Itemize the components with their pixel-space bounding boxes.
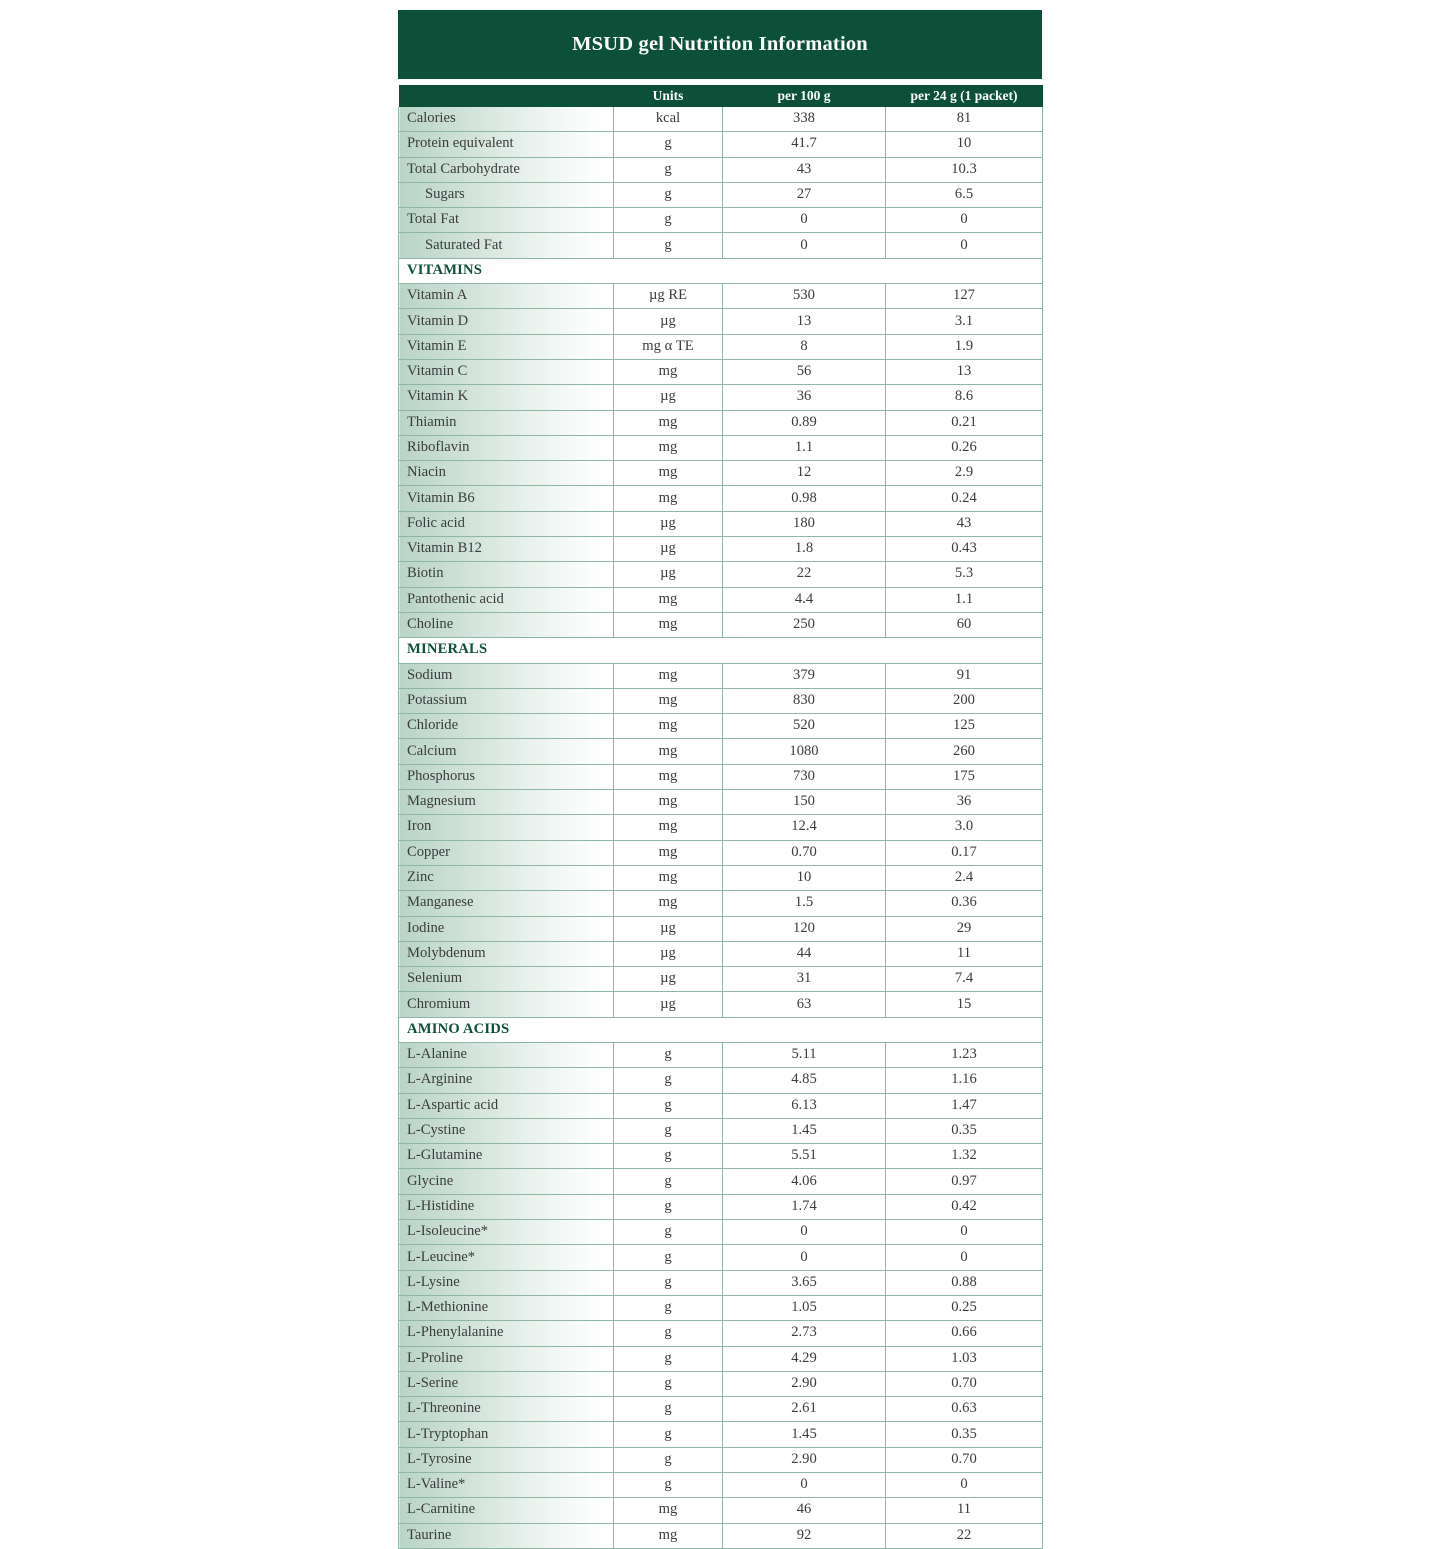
cell-units: g [614,1270,723,1295]
table-row [399,461,1043,486]
cell-nutrient-name: Glycine [399,1169,614,1194]
cell-units: mg [614,865,723,890]
cell-per-100g: 0.70 [723,840,886,865]
cell-units: kcal [614,107,723,132]
cell-per-100g: 5.51 [723,1144,886,1169]
cell-per-24g: 0 [886,208,1043,233]
cell-per-24g: 91 [886,663,1043,688]
cell-per-24g: 7.4 [886,967,1043,992]
table-row [399,1144,1043,1169]
cell-units: µg [614,385,723,410]
cell-per-100g: 36 [723,385,886,410]
table-row [399,511,1043,536]
cell-nutrient-name: Choline [399,612,614,637]
cell-nutrient-name: L-Methionine [399,1295,614,1320]
cell-nutrient-name: L-Leucine* [399,1245,614,1270]
cell-units: g [614,1144,723,1169]
cell-units: g [614,132,723,157]
cell-per-100g: 10 [723,865,886,890]
table-row [399,1068,1043,1093]
cell-nutrient-name: L-Cystine [399,1118,614,1143]
cell-nutrient-name: Zinc [399,865,614,890]
cell-nutrient-name: Folic acid [399,511,614,536]
table-row [399,1042,1043,1067]
cell-units: mg [614,840,723,865]
cell-nutrient-name: Pantothenic acid [399,587,614,612]
cell-nutrient-name: Phosphorus [399,764,614,789]
cell-per-100g: 0 [723,233,886,258]
table-title-bar [398,10,1042,79]
cell-nutrient-name: Copper [399,840,614,865]
cell-units: mg [614,790,723,815]
cell-nutrient-name: Vitamin B12 [399,537,614,562]
cell-units: g [614,1473,723,1498]
cell-per-24g: 3.0 [886,815,1043,840]
cell-per-24g: 3.1 [886,309,1043,334]
section-header-label: MINERALS [399,638,1043,663]
cell-units: µg [614,967,723,992]
cell-units: µg [614,511,723,536]
cell-nutrient-name: Vitamin E [399,334,614,359]
table-row [399,410,1043,435]
cell-per-24g: 0.21 [886,410,1043,435]
cell-per-24g: 0.17 [886,840,1043,865]
cell-per-100g: 46 [723,1498,886,1523]
cell-per-24g: 0.24 [886,486,1043,511]
table-row [399,1321,1043,1346]
cell-per-24g: 260 [886,739,1043,764]
cell-per-24g: 15 [886,992,1043,1017]
cell-units: g [614,182,723,207]
cell-per-100g: 8 [723,334,886,359]
cell-per-100g: 0 [723,1220,886,1245]
cell-units: mg [614,359,723,384]
cell-units: mg [614,764,723,789]
cell-units: µg [614,992,723,1017]
cell-units: mg [614,1498,723,1523]
cell-units: mg [614,891,723,916]
section-header-label: VITAMINS [399,258,1043,283]
cell-per-24g: 1.16 [886,1068,1043,1093]
cell-per-24g: 0.26 [886,435,1043,460]
cell-per-24g: 0 [886,1473,1043,1498]
cell-per-100g: 530 [723,284,886,309]
table-row [399,562,1043,587]
cell-per-100g: 2.90 [723,1371,886,1396]
section-header-row [399,258,1043,283]
cell-units: g [614,1093,723,1118]
table-row [399,739,1043,764]
cell-units: g [614,1169,723,1194]
cell-units: g [614,233,723,258]
cell-per-24g: 0.43 [886,537,1043,562]
cell-nutrient-name: Niacin [399,461,614,486]
table-row [399,1118,1043,1143]
cell-per-24g: 11 [886,941,1043,966]
cell-per-24g: 60 [886,612,1043,637]
cell-units: g [614,1447,723,1472]
cell-nutrient-name: L-Valine* [399,1473,614,1498]
cell-per-100g: 520 [723,714,886,739]
cell-per-24g: 1.23 [886,1042,1043,1067]
cell-per-24g: 200 [886,688,1043,713]
cell-per-24g: 0.66 [886,1321,1043,1346]
table-row [399,1346,1043,1371]
cell-per-100g: 1.1 [723,435,886,460]
cell-units: µg [614,916,723,941]
cell-per-24g: 0.70 [886,1447,1043,1472]
cell-nutrient-name: L-Alanine [399,1042,614,1067]
cell-units: g [614,1422,723,1447]
cell-per-24g: 1.32 [886,1144,1043,1169]
cell-per-100g: 4.85 [723,1068,886,1093]
table-row [399,612,1043,637]
table-row [399,1245,1043,1270]
cell-nutrient-name: L-Tyrosine [399,1447,614,1472]
cell-units: µg [614,562,723,587]
cell-per-24g: 0.35 [886,1422,1043,1447]
table-row [399,663,1043,688]
table-row [399,714,1043,739]
cell-units: g [614,1346,723,1371]
cell-per-100g: 3.65 [723,1270,886,1295]
cell-per-100g: 1080 [723,739,886,764]
table-row [399,916,1043,941]
cell-nutrient-name: Chromium [399,992,614,1017]
table-row [399,486,1043,511]
cell-units: µg [614,941,723,966]
table-row [399,359,1043,384]
cell-units: mg [614,612,723,637]
table-row [399,208,1043,233]
cell-units: mg α TE [614,334,723,359]
cell-units: g [614,208,723,233]
cell-units: g [614,1295,723,1320]
cell-per-24g: 0.63 [886,1397,1043,1422]
table-row [399,1397,1043,1422]
table-row [399,1422,1043,1447]
cell-per-24g: 125 [886,714,1043,739]
cell-per-100g: 1.74 [723,1194,886,1219]
cell-nutrient-name: Calories [399,107,614,132]
cell-per-24g: 1.03 [886,1346,1043,1371]
cell-per-100g: 379 [723,663,886,688]
cell-per-24g: 5.3 [886,562,1043,587]
column-header-units: Units [614,85,723,107]
table-row [399,1295,1043,1320]
cell-nutrient-name: Magnesium [399,790,614,815]
cell-nutrient-name: Molybdenum [399,941,614,966]
cell-per-24g: 127 [886,284,1043,309]
cell-per-24g: 8.6 [886,385,1043,410]
cell-per-100g: 0.98 [723,486,886,511]
table-row [399,1270,1043,1295]
cell-nutrient-name: L-Isoleucine* [399,1220,614,1245]
cell-per-100g: 4.29 [723,1346,886,1371]
cell-per-100g: 2.90 [723,1447,886,1472]
cell-units: g [614,1220,723,1245]
table-row [399,941,1043,966]
cell-units: mg [614,688,723,713]
table-row [399,992,1043,1017]
cell-units: mg [614,739,723,764]
cell-nutrient-name: Chloride [399,714,614,739]
cell-nutrient-name: Taurine [399,1523,614,1548]
cell-units: g [614,1194,723,1219]
nutrition-table-panel [398,10,1042,1549]
table-row [399,284,1043,309]
table-row [399,1093,1043,1118]
cell-units: g [614,1245,723,1270]
cell-nutrient-name: Sugars [399,182,614,207]
cell-nutrient-name: Manganese [399,891,614,916]
cell-per-24g: 0.35 [886,1118,1043,1143]
cell-per-100g: 41.7 [723,132,886,157]
cell-per-24g: 175 [886,764,1043,789]
cell-nutrient-name: Protein equivalent [399,132,614,157]
cell-units: g [614,157,723,182]
cell-nutrient-name: Potassium [399,688,614,713]
cell-nutrient-name: L-Serine [399,1371,614,1396]
table-row [399,790,1043,815]
table-row [399,334,1043,359]
table-row [399,1371,1043,1396]
cell-per-100g: 12 [723,461,886,486]
cell-per-24g: 81 [886,107,1043,132]
table-row [399,967,1043,992]
cell-per-100g: 44 [723,941,886,966]
cell-per-24g: 29 [886,916,1043,941]
cell-units: mg [614,815,723,840]
table-row [399,107,1043,132]
cell-nutrient-name: L-Tryptophan [399,1422,614,1447]
section-header-label: AMINO ACIDS [399,1017,1043,1042]
cell-units: µg RE [614,284,723,309]
table-row [399,385,1043,410]
section-header-row [399,1017,1043,1042]
cell-per-24g: 1.1 [886,587,1043,612]
cell-per-100g: 27 [723,182,886,207]
cell-nutrient-name: Vitamin B6 [399,486,614,511]
cell-nutrient-name: Iron [399,815,614,840]
cell-nutrient-name: Sodium [399,663,614,688]
table-row [399,1473,1043,1498]
table-row [399,1220,1043,1245]
cell-units: g [614,1068,723,1093]
cell-nutrient-name: L-Proline [399,1346,614,1371]
cell-units: µg [614,309,723,334]
cell-per-24g: 0 [886,233,1043,258]
table-header-row [399,85,1043,107]
cell-nutrient-name: L-Carnitine [399,1498,614,1523]
cell-units: g [614,1118,723,1143]
table-header [399,85,1043,107]
cell-per-24g: 6.5 [886,182,1043,207]
table-row [399,309,1043,334]
cell-nutrient-name: Thiamin [399,410,614,435]
cell-per-100g: 1.5 [723,891,886,916]
cell-per-100g: 2.61 [723,1397,886,1422]
table-row [399,815,1043,840]
cell-per-24g: 43 [886,511,1043,536]
cell-per-100g: 1.05 [723,1295,886,1320]
cell-per-100g: 0 [723,1473,886,1498]
cell-per-100g: 830 [723,688,886,713]
cell-units: mg [614,435,723,460]
cell-units: g [614,1371,723,1396]
cell-per-24g: 0.88 [886,1270,1043,1295]
cell-per-100g: 180 [723,511,886,536]
cell-units: g [614,1397,723,1422]
cell-per-24g: 0 [886,1220,1043,1245]
cell-per-24g: 1.47 [886,1093,1043,1118]
table-row [399,132,1043,157]
table-row [399,1194,1043,1219]
cell-per-24g: 0.42 [886,1194,1043,1219]
table-row [399,840,1043,865]
cell-nutrient-name: Riboflavin [399,435,614,460]
nutrition-table [398,85,1043,1549]
cell-nutrient-name: Vitamin K [399,385,614,410]
table-row [399,865,1043,890]
cell-per-100g: 1.45 [723,1422,886,1447]
cell-per-24g: 2.9 [886,461,1043,486]
cell-per-100g: 120 [723,916,886,941]
cell-per-100g: 4.06 [723,1169,886,1194]
table-row [399,435,1043,460]
table-row [399,233,1043,258]
table-row [399,688,1043,713]
column-header-per-24g: per 24 g (1 packet) [886,85,1043,107]
cell-per-24g: 0 [886,1245,1043,1270]
cell-per-24g: 10 [886,132,1043,157]
cell-per-100g: 6.13 [723,1093,886,1118]
cell-units: mg [614,663,723,688]
cell-nutrient-name: Selenium [399,967,614,992]
cell-per-24g: 13 [886,359,1043,384]
cell-nutrient-name: L-Phenylalanine [399,1321,614,1346]
table-row [399,1447,1043,1472]
cell-per-100g: 5.11 [723,1042,886,1067]
table-row [399,1169,1043,1194]
cell-units: g [614,1042,723,1067]
cell-per-100g: 13 [723,309,886,334]
table-row [399,182,1043,207]
cell-nutrient-name: Total Fat [399,208,614,233]
cell-per-100g: 150 [723,790,886,815]
section-header-row [399,638,1043,663]
cell-per-100g: 31 [723,967,886,992]
cell-per-100g: 0 [723,1245,886,1270]
cell-units: µg [614,537,723,562]
cell-nutrient-name: Saturated Fat [399,233,614,258]
cell-per-24g: 22 [886,1523,1043,1548]
cell-nutrient-name: L-Glutamine [399,1144,614,1169]
cell-per-100g: 338 [723,107,886,132]
cell-per-100g: 56 [723,359,886,384]
page-title: MSUD gel Nutrition Information [572,33,868,55]
table-row [399,587,1043,612]
cell-per-100g: 22 [723,562,886,587]
cell-nutrient-name: Vitamin D [399,309,614,334]
table-row [399,157,1043,182]
cell-per-100g: 63 [723,992,886,1017]
cell-per-24g: 0.97 [886,1169,1043,1194]
cell-per-24g: 36 [886,790,1043,815]
cell-per-100g: 0.89 [723,410,886,435]
cell-nutrient-name: L-Lysine [399,1270,614,1295]
cell-nutrient-name: L-Threonine [399,1397,614,1422]
cell-per-24g: 10.3 [886,157,1043,182]
cell-units: g [614,1321,723,1346]
cell-nutrient-name: Vitamin A [399,284,614,309]
cell-nutrient-name: Total Carbohydrate [399,157,614,182]
cell-nutrient-name: Calcium [399,739,614,764]
cell-nutrient-name: Iodine [399,916,614,941]
cell-units: mg [614,461,723,486]
cell-per-24g: 0.25 [886,1295,1043,1320]
cell-per-100g: 2.73 [723,1321,886,1346]
column-header-nutrient [399,85,614,107]
cell-per-100g: 1.8 [723,537,886,562]
cell-nutrient-name: L-Arginine [399,1068,614,1093]
table-body [399,107,1043,1548]
table-row [399,537,1043,562]
cell-nutrient-name: L-Aspartic acid [399,1093,614,1118]
cell-units: mg [614,410,723,435]
cell-per-100g: 730 [723,764,886,789]
table-row [399,1498,1043,1523]
cell-per-100g: 92 [723,1523,886,1548]
column-header-per-100g: per 100 g [723,85,886,107]
cell-per-100g: 250 [723,612,886,637]
table-row [399,1523,1043,1548]
cell-per-100g: 4.4 [723,587,886,612]
cell-units: mg [614,1523,723,1548]
cell-units: mg [614,587,723,612]
cell-nutrient-name: L-Histidine [399,1194,614,1219]
cell-per-24g: 2.4 [886,865,1043,890]
table-row [399,764,1043,789]
cell-units: mg [614,714,723,739]
cell-units: mg [614,486,723,511]
table-row [399,891,1043,916]
cell-per-24g: 0.70 [886,1371,1043,1396]
cell-per-100g: 0 [723,208,886,233]
cell-per-100g: 43 [723,157,886,182]
cell-per-24g: 0.36 [886,891,1043,916]
cell-per-100g: 1.45 [723,1118,886,1143]
cell-nutrient-name: Biotin [399,562,614,587]
cell-per-24g: 11 [886,1498,1043,1523]
cell-per-24g: 1.9 [886,334,1043,359]
cell-nutrient-name: Vitamin C [399,359,614,384]
cell-per-100g: 12.4 [723,815,886,840]
